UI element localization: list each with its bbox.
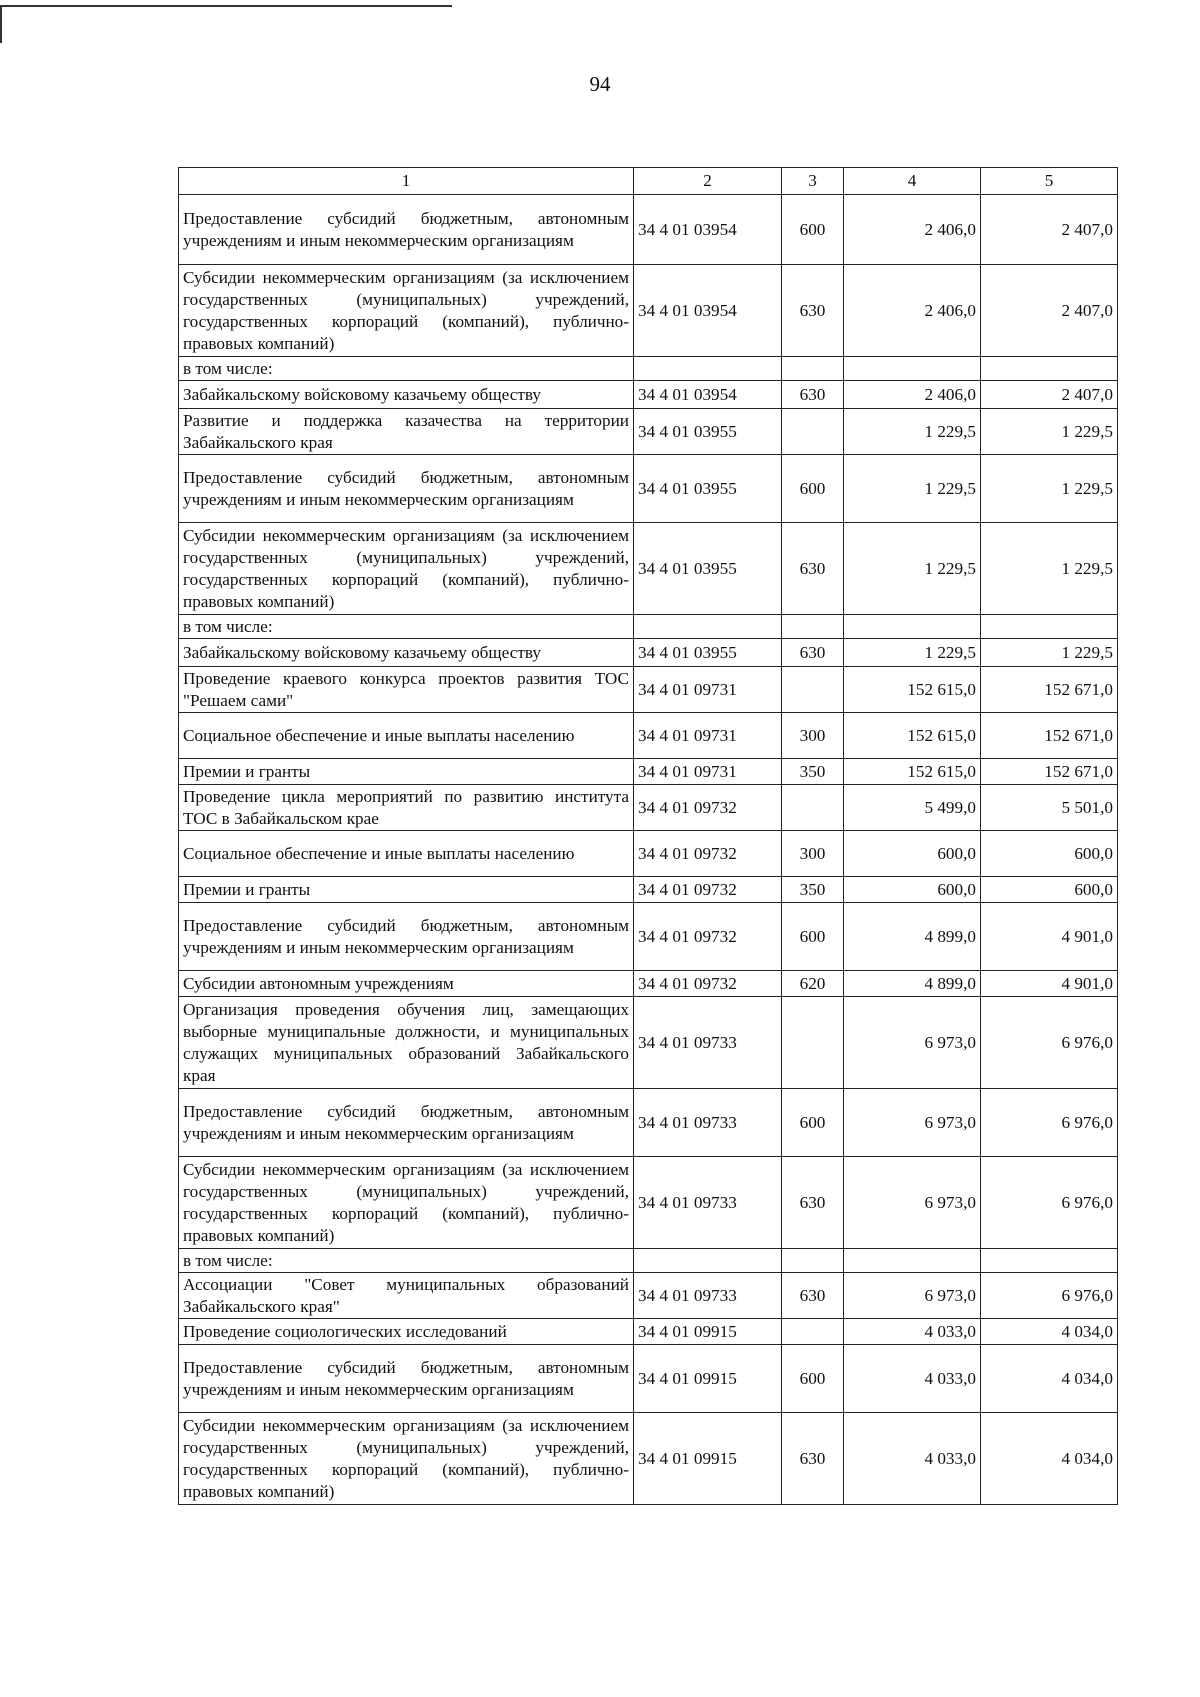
row-type-cell [782, 667, 844, 713]
row-type-cell [782, 997, 844, 1089]
table-row [179, 997, 1118, 1089]
header-row [179, 168, 1118, 195]
row-code-cell: 34 4 01 03955 [634, 455, 782, 523]
table-row [179, 667, 1118, 713]
page-number: 94 [589, 72, 611, 96]
row-type-cell: 350 [782, 759, 844, 785]
row-value-col4-cell: 152 615,0 [844, 759, 981, 785]
row-code-cell: 34 4 01 09732 [634, 971, 782, 997]
row-value-col4-cell: 1 229,5 [844, 639, 981, 667]
row-name-cell: Премии и гранты [179, 877, 634, 903]
row-value-col5-cell: 152 671,0 [981, 667, 1118, 713]
row-name-cell: Премии и гранты [179, 759, 634, 785]
row-value-col5-cell: 2 407,0 [981, 381, 1118, 409]
row-name-cell: Предоставление субсидий бюджетным, автономным учреждениям и иным некоммерческим организациям [179, 195, 634, 265]
row-value-col5-cell: 6 976,0 [981, 1157, 1118, 1249]
row-value-col5-cell: 1 229,5 [981, 523, 1118, 615]
table-row [179, 1249, 1118, 1273]
row-value-col5-cell: 2 407,0 [981, 195, 1118, 265]
row-name-cell: Предоставление субсидий бюджетным, автономным учреждениям и иным некоммерческим организациям [179, 903, 634, 971]
row-name-cell: Организация проведения обучения лиц, замещающих выборные муниципальные должности, и муниципальных служащих муниципальных образований Забайкальского края [179, 997, 634, 1089]
table-row [179, 1157, 1118, 1249]
row-code-cell [634, 1249, 782, 1273]
row-type-cell: 630 [782, 265, 844, 357]
row-value-col5-cell: 4 901,0 [981, 903, 1118, 971]
row-code-cell: 34 4 01 09733 [634, 1157, 782, 1249]
row-code-cell: 34 4 01 09733 [634, 1273, 782, 1319]
row-name-cell: в том числе: [179, 357, 634, 381]
row-code-cell: 34 4 01 09732 [634, 785, 782, 831]
header-col-2: 2 [634, 168, 782, 195]
scan-border-top [0, 5, 452, 7]
row-code-cell: 34 4 01 03955 [634, 639, 782, 667]
row-name-cell: Проведение цикла мероприятий по развитию института ТОС в Забайкальском крае [179, 785, 634, 831]
row-code-cell: 34 4 01 09733 [634, 997, 782, 1089]
table-row [179, 615, 1118, 639]
row-code-cell: 34 4 01 09731 [634, 667, 782, 713]
table-row [179, 1345, 1118, 1413]
table-row [179, 265, 1118, 357]
row-name-cell: Ассоциации "Совет муниципальных образований Забайкальского края" [179, 1273, 634, 1319]
row-name-cell: в том числе: [179, 615, 634, 639]
row-value-col5-cell: 4 034,0 [981, 1345, 1118, 1413]
row-code-cell: 34 4 01 03955 [634, 409, 782, 455]
row-value-col5-cell: 152 671,0 [981, 759, 1118, 785]
row-code-cell: 34 4 01 09915 [634, 1319, 782, 1345]
row-code-cell: 34 4 01 09732 [634, 903, 782, 971]
row-type-cell: 630 [782, 639, 844, 667]
row-type-cell [782, 785, 844, 831]
table-row [179, 759, 1118, 785]
row-value-col4-cell: 4 033,0 [844, 1413, 981, 1505]
table-row [179, 639, 1118, 667]
row-type-cell: 350 [782, 877, 844, 903]
row-code-cell: 34 4 01 09731 [634, 759, 782, 785]
row-value-col5-cell: 1 229,5 [981, 409, 1118, 455]
row-name-cell: Субсидии некоммерческим организациям (за исключением государственных (муниципальных) учреждений, государственных корпораций (компаний), публично-правовых компаний) [179, 265, 634, 357]
row-name-cell: Предоставление субсидий бюджетным, автономным учреждениям и иным некоммерческим организациям [179, 455, 634, 523]
row-type-cell [782, 615, 844, 639]
row-value-col4-cell: 6 973,0 [844, 1089, 981, 1157]
row-name-cell: Субсидии некоммерческим организациям (за исключением государственных (муниципальных) учреждений, государственных корпораций (компаний), публично-правовых компаний) [179, 1157, 634, 1249]
row-name-cell: Субсидии некоммерческим организациям (за исключением государственных (муниципальных) учреждений, государственных корпораций (компаний), публично-правовых компаний) [179, 523, 634, 615]
table-row [179, 831, 1118, 877]
row-type-cell [782, 1249, 844, 1273]
row-value-col5-cell: 600,0 [981, 831, 1118, 877]
row-value-col5-cell: 4 034,0 [981, 1413, 1118, 1505]
row-name-cell: Забайкальскому войсковому казачьему обществу [179, 381, 634, 409]
row-code-cell [634, 357, 782, 381]
row-value-col5-cell [981, 615, 1118, 639]
table-row [179, 1413, 1118, 1505]
row-value-col4-cell: 6 973,0 [844, 1273, 981, 1319]
row-value-col4-cell: 4 899,0 [844, 971, 981, 997]
row-type-cell [782, 409, 844, 455]
table-row [179, 903, 1118, 971]
table-row [179, 971, 1118, 997]
table-row [179, 357, 1118, 381]
table-row [179, 785, 1118, 831]
header-col-5: 5 [981, 168, 1118, 195]
row-value-col4-cell: 6 973,0 [844, 997, 981, 1089]
table-row [179, 455, 1118, 523]
row-name-cell: Забайкальскому войсковому казачьему обществу [179, 639, 634, 667]
row-value-col4-cell: 5 499,0 [844, 785, 981, 831]
row-name-cell: Социальное обеспечение и иные выплаты населению [179, 831, 634, 877]
row-value-col4-cell: 152 615,0 [844, 713, 981, 759]
row-value-col5-cell: 4 901,0 [981, 971, 1118, 997]
header-col-4: 4 [844, 168, 981, 195]
row-value-col5-cell: 152 671,0 [981, 713, 1118, 759]
row-code-cell [634, 615, 782, 639]
row-code-cell: 34 4 01 03954 [634, 195, 782, 265]
row-type-cell: 600 [782, 455, 844, 523]
table-row [179, 877, 1118, 903]
table-row [179, 1089, 1118, 1157]
row-value-col4-cell: 1 229,5 [844, 523, 981, 615]
row-name-cell: Развитие и поддержка казачества на территории Забайкальского края [179, 409, 634, 455]
row-name-cell: Субсидии автономным учреждениям [179, 971, 634, 997]
row-type-cell: 600 [782, 195, 844, 265]
row-value-col5-cell: 6 976,0 [981, 1089, 1118, 1157]
table-row [179, 409, 1118, 455]
row-code-cell: 34 4 01 09732 [634, 831, 782, 877]
row-type-cell: 630 [782, 1273, 844, 1319]
row-name-cell: Проведение социологических исследований [179, 1319, 634, 1345]
row-value-col5-cell: 4 034,0 [981, 1319, 1118, 1345]
row-value-col5-cell [981, 1249, 1118, 1273]
row-name-cell: Предоставление субсидий бюджетным, автономным учреждениям и иным некоммерческим организациям [179, 1345, 634, 1413]
header-col-3: 3 [782, 168, 844, 195]
row-code-cell: 34 4 01 03955 [634, 523, 782, 615]
row-value-col4-cell: 2 406,0 [844, 265, 981, 357]
row-value-col5-cell: 5 501,0 [981, 785, 1118, 831]
row-value-col4-cell: 6 973,0 [844, 1157, 981, 1249]
row-type-cell: 600 [782, 1345, 844, 1413]
row-type-cell [782, 357, 844, 381]
table-row [179, 1319, 1118, 1345]
row-code-cell: 34 4 01 03954 [634, 265, 782, 357]
budget-table [178, 167, 1118, 1505]
row-type-cell: 600 [782, 903, 844, 971]
row-value-col4-cell: 1 229,5 [844, 455, 981, 523]
header-col-1: 1 [179, 168, 634, 195]
row-code-cell: 34 4 01 09915 [634, 1413, 782, 1505]
table-row [179, 195, 1118, 265]
row-code-cell: 34 4 01 09731 [634, 713, 782, 759]
row-type-cell [782, 1319, 844, 1345]
table-row [179, 1273, 1118, 1319]
row-value-col4-cell [844, 1249, 981, 1273]
table-row [179, 381, 1118, 409]
table-row [179, 523, 1118, 615]
row-value-col4-cell [844, 615, 981, 639]
row-name-cell: Субсидии некоммерческим организациям (за исключением государственных (муниципальных) учреждений, государственных корпораций (компаний), публично-правовых компаний) [179, 1413, 634, 1505]
table-body [179, 195, 1118, 1505]
row-type-cell: 620 [782, 971, 844, 997]
row-value-col4-cell: 1 229,5 [844, 409, 981, 455]
row-value-col4-cell: 4 033,0 [844, 1345, 981, 1413]
row-value-col4-cell: 600,0 [844, 831, 981, 877]
row-type-cell: 630 [782, 1413, 844, 1505]
row-value-col5-cell: 2 407,0 [981, 265, 1118, 357]
row-name-cell: в том числе: [179, 1249, 634, 1273]
row-value-col5-cell: 6 976,0 [981, 997, 1118, 1089]
row-value-col5-cell: 600,0 [981, 877, 1118, 903]
row-value-col5-cell: 1 229,5 [981, 639, 1118, 667]
row-value-col4-cell: 152 615,0 [844, 667, 981, 713]
row-type-cell: 630 [782, 381, 844, 409]
row-value-col5-cell [981, 357, 1118, 381]
row-name-cell: Предоставление субсидий бюджетным, автономным учреждениям и иным некоммерческим организациям [179, 1089, 634, 1157]
row-code-cell: 34 4 01 09732 [634, 877, 782, 903]
row-value-col5-cell: 6 976,0 [981, 1273, 1118, 1319]
row-value-col4-cell: 2 406,0 [844, 195, 981, 265]
table-row [179, 713, 1118, 759]
row-value-col5-cell: 1 229,5 [981, 455, 1118, 523]
row-code-cell: 34 4 01 03954 [634, 381, 782, 409]
row-value-col4-cell: 4 899,0 [844, 903, 981, 971]
row-value-col4-cell [844, 357, 981, 381]
row-value-col4-cell: 600,0 [844, 877, 981, 903]
row-name-cell: Проведение краевого конкурса проектов развития ТОС "Решаем сами" [179, 667, 634, 713]
row-type-cell: 300 [782, 713, 844, 759]
row-type-cell: 300 [782, 831, 844, 877]
row-type-cell: 630 [782, 1157, 844, 1249]
row-code-cell: 34 4 01 09733 [634, 1089, 782, 1157]
row-type-cell: 630 [782, 523, 844, 615]
row-name-cell: Социальное обеспечение и иные выплаты населению [179, 713, 634, 759]
row-value-col4-cell: 4 033,0 [844, 1319, 981, 1345]
row-type-cell: 600 [782, 1089, 844, 1157]
scan-border-left [0, 5, 2, 43]
row-code-cell: 34 4 01 09915 [634, 1345, 782, 1413]
row-value-col4-cell: 2 406,0 [844, 381, 981, 409]
